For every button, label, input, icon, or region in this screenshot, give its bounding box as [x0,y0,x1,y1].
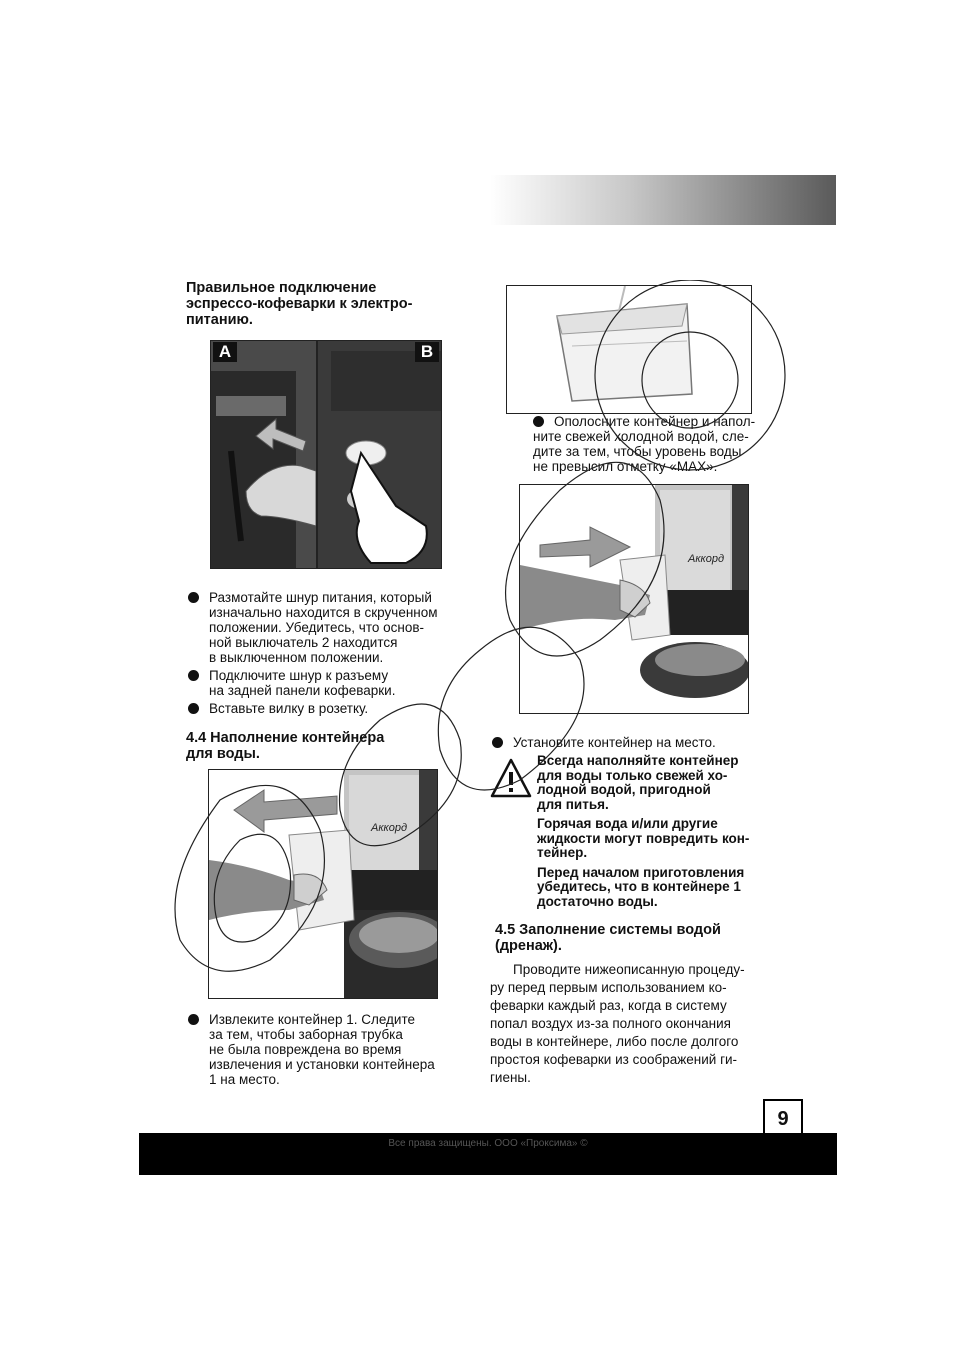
page-number: 9 [763,1099,803,1139]
warning-line: Горячая вода и/или другие [537,816,718,831]
figure-label-b: B [415,342,439,362]
list-item-line: Размотайте шнур питания, который [209,590,432,605]
heading-line: (дренаж). [495,938,562,954]
list-item-line: на задней панели кофеварки. [209,683,396,698]
paragraph-line: воды в контейнере, либо после долгого [490,1034,739,1049]
warning-line: убедитесь, что в контейнере 1 [537,879,741,894]
list-item [188,1012,478,1087]
list-item-line: Вставьте вилку в розетку. [209,701,369,716]
list-item-line: извлечения и установки контейнера [209,1057,435,1072]
paragraph-line: простоя кофеварки из соображений ги- [490,1052,738,1067]
header-gradient-bar [490,175,836,225]
paragraph-line: гиены. [490,1070,531,1085]
warning-line: достаточно воды. [537,893,658,909]
remove-bullet [188,1012,478,1087]
list-item-line: Ополосните контейнер и напол- [554,414,756,429]
warning-line: для питья. [537,796,609,812]
heading-line: 4.4 Наполнение контейнера [186,730,385,746]
heading-line: питанию. [186,312,253,328]
warning-line: Перед началом приготовления [537,864,745,880]
warning-line: тейнер. [537,845,588,860]
list-item-line: ните свежей холодной водой, сле- [533,429,749,444]
figure-label-a: A [213,342,237,362]
list-item-line: Извлеките контейнер 1. Следите [209,1012,416,1027]
list-item-line: дите за тем, чтобы уровень воды [533,444,742,459]
warning-line: Всегда наполняйте контейнер [537,753,739,768]
list-item-line: не была повреждена во время [209,1042,402,1057]
heading-line: Правильное подключение [186,280,377,296]
watermark-outline [160,280,800,1000]
list-item-line: положении. Убедитесь, что основ- [209,620,425,635]
warning-line: лодной водой, пригодной [537,782,711,797]
list-item-line: за тем, чтобы заборная трубка [209,1027,403,1042]
paragraph-line: феварки каждый раз, когда в систему [490,998,727,1013]
paragraph-line: ру перед первым использованием ко- [490,980,727,995]
paragraph-line: попал воздух из-за полного окончания [490,1016,731,1031]
machine-brand-label: Аккорд [371,822,408,834]
machine-brand-label: Аккорд [688,553,725,565]
warning-line: жидкости могут повредить кон- [537,830,750,846]
footer-copyright: Все права защищены. ООО «Проксима» © [388,1138,588,1149]
footer-bar [139,1133,837,1175]
heading-line: 4.5 Заполнение системы водой [495,922,721,938]
paragraph-line: Проводите нижеописанную процеду- [513,962,745,977]
list-item-line: ной выключатель 2 находится [209,635,398,650]
bullet-icon [188,1014,199,1025]
list-item-line: Установите контейнер на место. [513,735,716,750]
list-item-line: 1 на место. [209,1072,280,1087]
list-item-line: Подключите шнур к разъему [209,668,389,683]
heading-line: эспрессо-кофеварки к электро- [186,296,413,312]
list-item-line: не превысил отметку «MAX». [533,459,718,474]
list-item-line: в выключенном положении. [209,650,384,665]
heading-line: для воды. [186,746,260,762]
warning-line: для воды только свежей хо- [537,767,728,783]
list-item-line: изначально находится в скрученном [209,605,438,620]
